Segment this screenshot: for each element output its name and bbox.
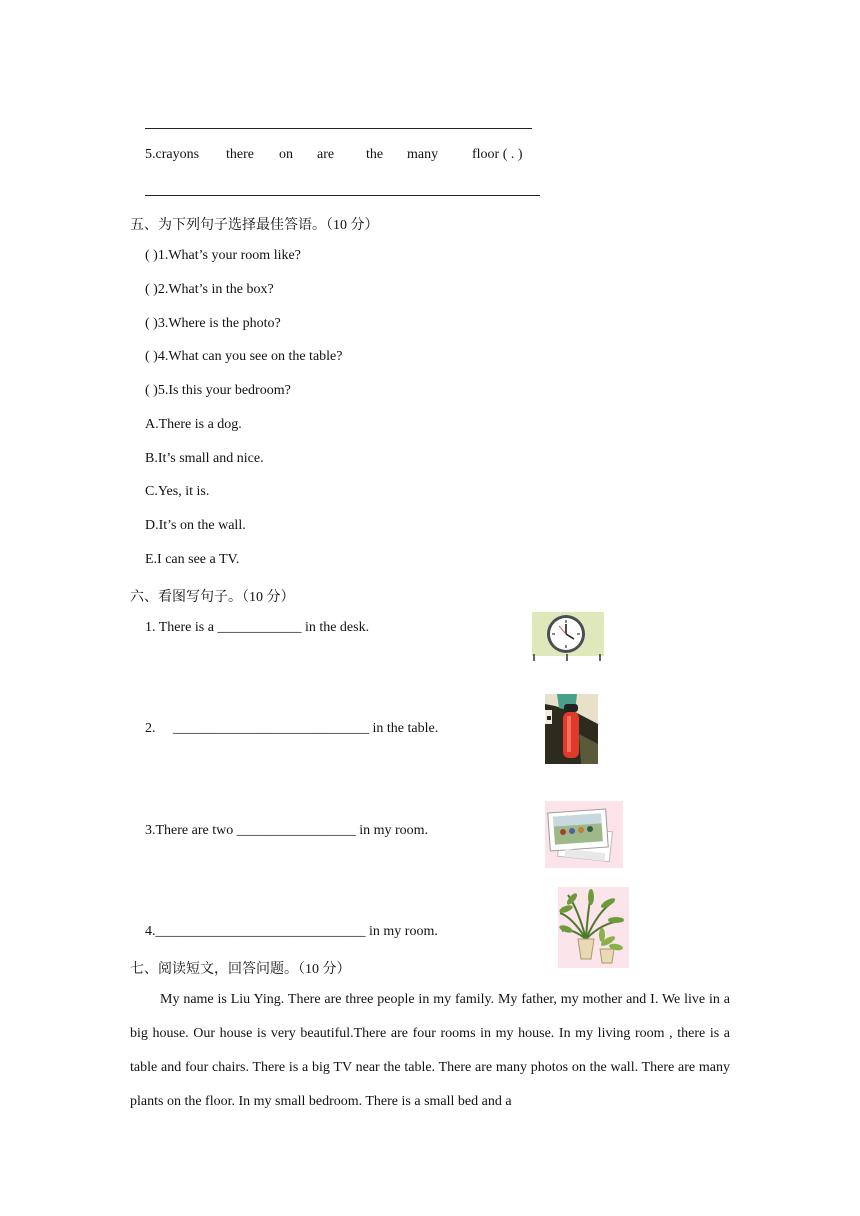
question-item: ( )2.What’s in the box? — [145, 282, 274, 297]
picture-sentence-item: 1. There is a ____________ in the desk. — [145, 620, 370, 635]
answer-line — [145, 128, 532, 129]
scrambled-word: on — [279, 147, 293, 162]
section-6-title: 六、看图写句子。（10 分） — [130, 590, 295, 605]
question-item: ( )4.What can you see on the table? — [145, 349, 343, 364]
question-item: ( )3.Where is the photo? — [145, 316, 281, 331]
scrambled-word: there — [226, 147, 254, 162]
scrambled-word: many — [407, 147, 439, 162]
scrambled-word: are — [317, 147, 335, 162]
plants-icon — [558, 887, 629, 968]
photos-icon — [545, 801, 623, 868]
scrambled-word: 5.crayons — [145, 147, 200, 162]
clock-icon — [532, 612, 604, 661]
bottle-icon — [545, 694, 598, 764]
answer-option: E.I can see a TV. — [145, 552, 240, 567]
scrambled-word: floor ( . ) — [472, 147, 523, 162]
answer-option: B.It’s small and nice. — [145, 451, 264, 466]
scrambled-word: the — [366, 147, 384, 162]
section-7-title: 七、阅读短文，回答问题。（10 分） — [130, 962, 351, 977]
picture-sentence-item: 4.______________________________ in my room. — [145, 924, 438, 939]
picture-sentence-item: 3.There are two _________________ in my room. — [145, 823, 429, 838]
answer-option: D.It’s on the wall. — [145, 518, 246, 533]
answer-option: A.There is a dog. — [145, 417, 242, 432]
question-item: ( )1.What’s your room like? — [145, 248, 301, 263]
section-5-title: 五、为下列句子选择最佳答语。（10 分） — [130, 218, 379, 233]
answer-option: C.Yes, it is. — [145, 484, 210, 499]
reading-passage: My name is Liu Ying. There are three people in my family. My father, my mother and I. We live in a big house. Our house is very beautiful.There are four rooms in my house. In my living room , there is a table and four chairs. There is a big TV near the table. There are many photos on the wall. There are many plants on the floor. In my small bedroom. There is a small bed and a — [130, 992, 730, 1109]
answer-line — [145, 195, 540, 196]
question-item: ( )5.Is this your bedroom? — [145, 383, 291, 398]
picture-sentence-item: 2. ____________________________ in the table. — [145, 721, 439, 736]
